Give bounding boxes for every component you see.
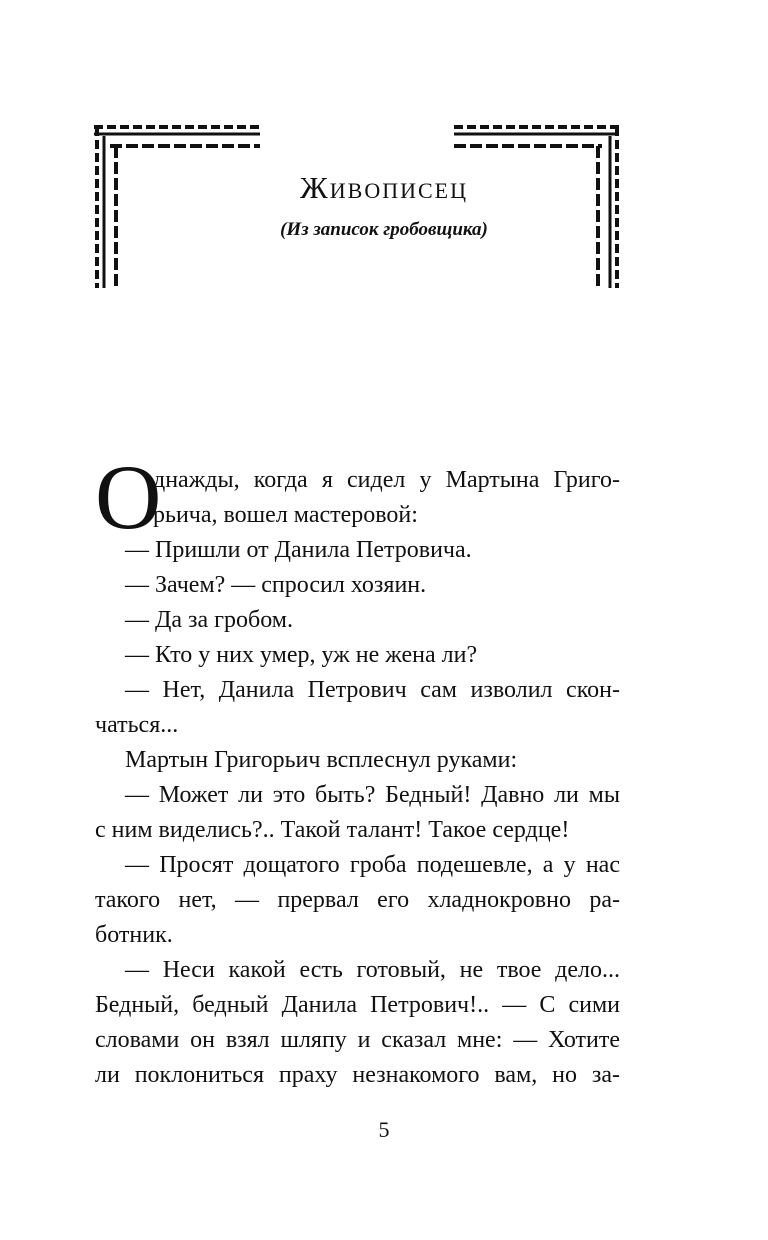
text-line: ли поклониться праху незнакомого вам, но за-: [95, 1062, 620, 1088]
chapter-title: Живописец: [299, 170, 468, 205]
text-line: — Зачем? — спросил хозяин.: [125, 572, 427, 598]
text-line: — Да за гробом.: [125, 607, 293, 633]
text-line: — Нет, Данила Петрович сам изволил скон-: [125, 677, 620, 703]
text-line: ботник.: [95, 922, 173, 948]
text-line: чаться...: [95, 712, 179, 738]
text-line: — Неси какой есть готовый, не твое дело...: [125, 957, 620, 983]
text-line: рьича, вошел мастеровой:: [153, 502, 418, 528]
text-line: — Просят дощатого гроба подешевле, а у нас: [125, 852, 620, 878]
page-number: 5: [378, 1117, 390, 1142]
text-line: Бедный, бедный Данила Петрович!.. — С сими: [95, 992, 620, 1018]
text-line: — Пришли от Данила Петровича.: [125, 537, 472, 563]
text-line: — Может ли это быть? Бедный! Давно ли мы: [125, 782, 620, 808]
drop-cap: О: [95, 446, 162, 548]
text-line: словами он взял шляпу и сказал мне: — Хотите: [95, 1027, 620, 1053]
ornament-right-bracket: [452, 122, 632, 292]
chapter-subtitle: (Из записок гробовщика): [280, 219, 488, 240]
body-text: [95, 463, 620, 1093]
text-line: такого нет, — прервал его хладнокровно ра-: [95, 887, 620, 913]
text-line: днажды, когда я сидел у Мартына Григо-: [153, 467, 620, 493]
text-line: с ним виделись?.. Такой талант! Такое сердце!: [95, 817, 570, 843]
text-line: Мартын Григорьич всплеснул руками:: [125, 747, 518, 773]
ornament-left-bracket: [92, 122, 272, 292]
text-line: — Кто у них умер, уж не жена ли?: [125, 642, 478, 668]
